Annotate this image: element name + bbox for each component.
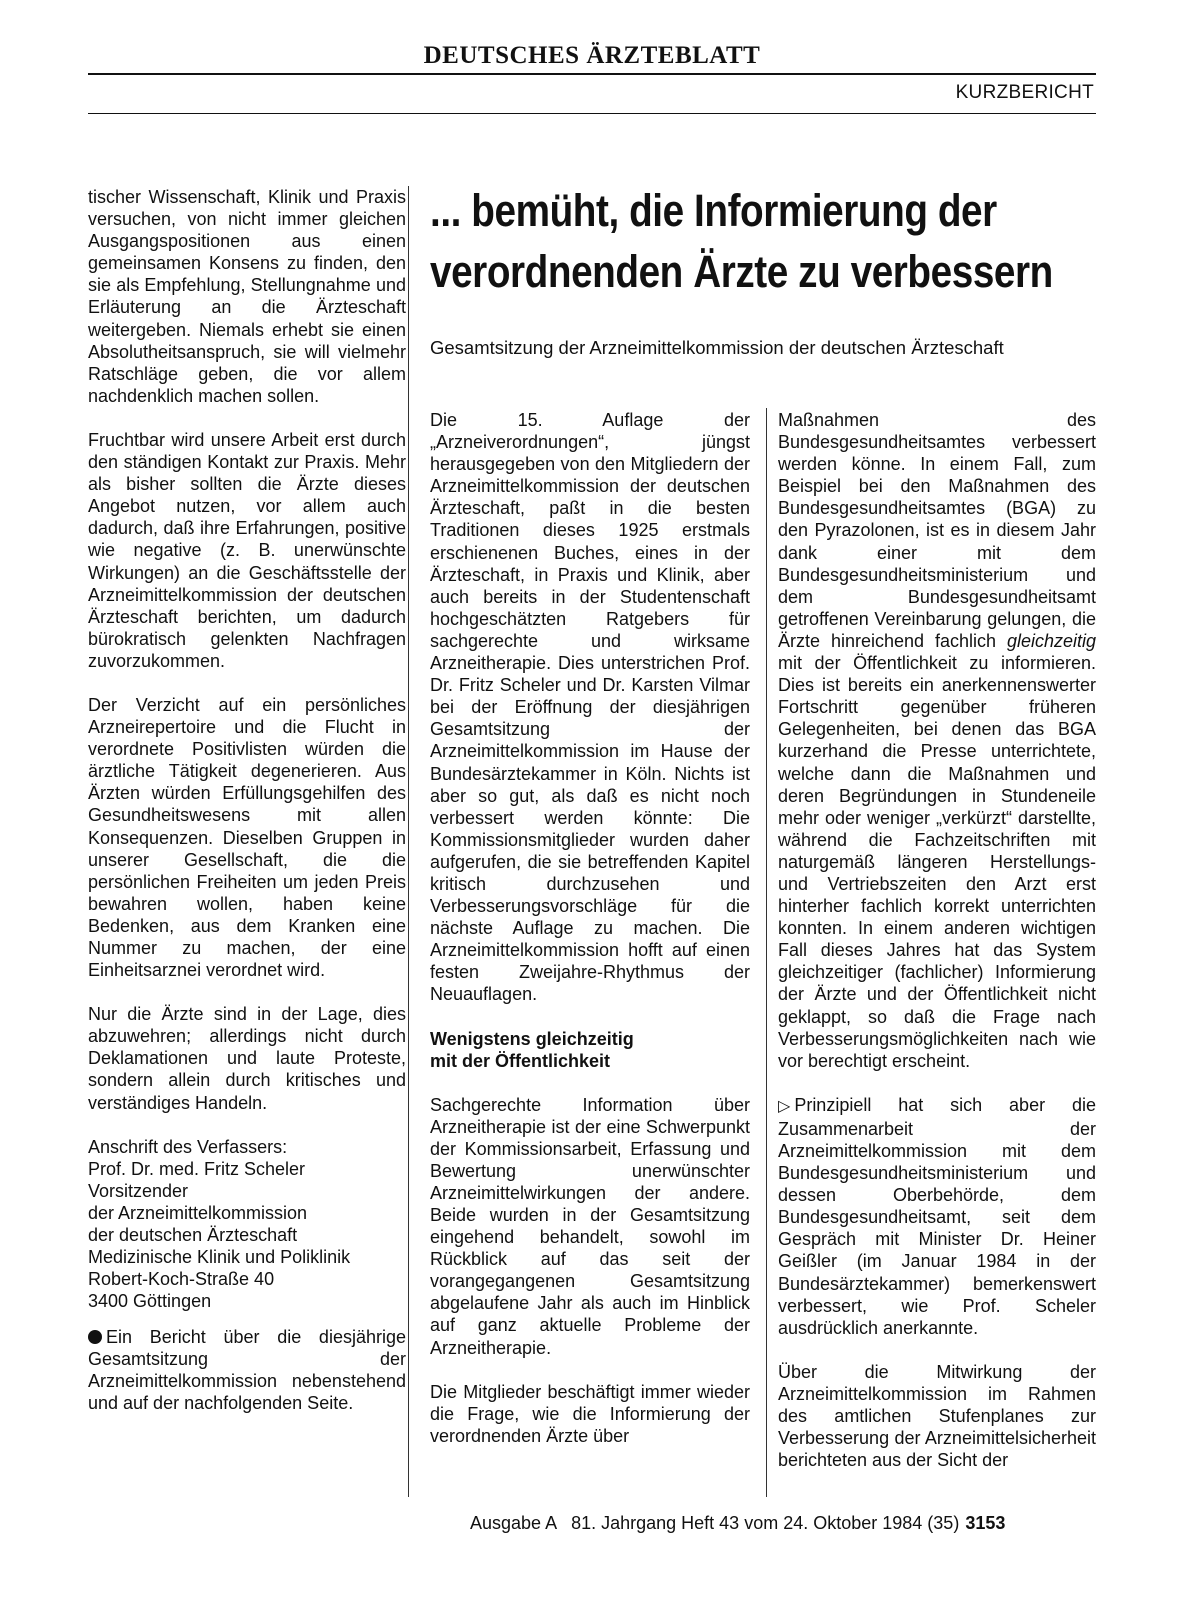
- masthead: DEUTSCHES ÄRZTEBLATT: [423, 42, 761, 69]
- paragraph: Die 15. Auflage der „Arzneiverordnungen“, jüngst herausgegeben von den Mitgliedern der Arzneimittelkommission der deutschen Ärzteschaft, paßt in die besten Traditionen dieses 1925 erstmals erschienenen Buches, eines in der Ärzteschaft, in Praxis und Klinik, aber auch bereits in der Studentenschaft hochgeschätzten Ratgebers für sachgerechte und wirksame Arzneitherapie. Dies unterstrichen Prof. Dr. Fritz Scheler und Dr. Karsten Vilmar bei der Eröffnung der diesjährigen Gesamtsitzung der Arzneimittelkommission im Hause der Bundesärztekammer in Köln. Nichts ist aber so gut, als daß es nicht noch verbessert werden könnte: Die Kommissionsmitglieder wurden daher aufgerufen, die sie betreffenden Kapitel kritisch durchzusehen und Verbesserungsvorschläge für die nächste Auflage zu machen. Die Arzneimittelkommission hofft auf einen festen Zweijahre-Rhythmus der Neuauflagen.: [430, 410, 750, 1005]
- issue-info: 81. Jahrgang Heft 43 vom 24. Oktober 1984 (35): [571, 1513, 960, 1533]
- paragraph: Über die Mitwirkung der Arzneimittelkommission im Rahmen des amtlichen Stufenplanes zur Verbesserung der Arzneimittelsicherheit berichteten aus der Sicht der: [778, 1361, 1096, 1471]
- paragraph: Die Mitglieder beschäftigt immer wieder die Frage, wie die Informierung der verordnenden Ärzte über: [430, 1381, 750, 1446]
- column-divider: [766, 408, 767, 1497]
- column-left: [88, 186, 406, 1436]
- headline: [430, 180, 1101, 302]
- headline-line: verordnenden Ärzte zu verbessern: [430, 246, 1053, 297]
- address-line: der deutschen Ärzteschaft: [88, 1224, 298, 1245]
- page-footer: [470, 1513, 1096, 1534]
- section-rule: [88, 113, 1096, 114]
- paragraph: tischer Wissenschaft, Klinik und Praxis versuchen, von nicht immer gleichen Ausgangspositionen aus einen gemeinsamen Konsens zu finden, den sie als Empfehlung, Stellungnahme und Erläuterung an die Ärzteschaft weitergeben. Niemals erhebt sie einen Absolutheitsanspruch, sie will vielmehr Ratschläge geben, die vor allem nachdenklich machen sollen.: [88, 187, 406, 406]
- bullet-icon: [88, 1330, 102, 1344]
- masthead-rule: [88, 73, 1096, 75]
- address-line: Prof. Dr. med. Fritz Scheler: [88, 1158, 306, 1179]
- paragraph: Nur die Ärzte sind in der Lage, dies abzuwehren; allerdings nicht durch Deklamationen und laute Proteste, sondern allein durch kritisches und verständiges Handeln.: [88, 1004, 406, 1113]
- cross-reference-note: [88, 1326, 406, 1414]
- paragraph: Fruchtbar wird unsere Arbeit erst durch den ständigen Kontakt zur Praxis. Mehr als bisher sollten die Ärzte dieses Angebot nutzen, vor allem auch dadurch, daß ihre Erfahrungen, positive wie negative (z. B. unerwünschte Wirkungen) an die Geschäftsstelle der Arzneimittelkommission der deutschen Ärzteschaft berichten, um dadurch bürokratisch gelenkten Nachfragen zuvorzukommen.: [88, 429, 406, 671]
- triangle-right-icon: ▷: [778, 1097, 791, 1115]
- address-line: Anschrift des Verfassers:: [88, 1136, 288, 1157]
- paragraph: [778, 1094, 1096, 1339]
- paragraph: Sachgerechte Information über Arzneitherapie ist der eine Schwerpunkt der Kommissionsarbeit, Erfassung und Bewertung unerwünschter Arzneimittelwirkungen der andere. Beide wurden in der Gesamtsitzung eingehend behandelt, sowohl im Rückblick auf das seit der vorangegangenen Gesamtsitzung abgelaufene Jahr als auch im Hinblick auf ganz aktuelle Probleme der Arzneitherapie.: [430, 1094, 750, 1358]
- paragraph: [778, 409, 1096, 1072]
- subheading: [430, 1028, 750, 1072]
- address-line: 3400 Göttingen: [88, 1290, 212, 1311]
- subheading-line: Wenigstens gleichzeitig: [430, 1028, 634, 1049]
- section-label: KURZBERICHT: [955, 82, 1094, 103]
- column-divider: [408, 186, 409, 1497]
- paragraph: Der Verzicht auf ein persönliches Arzneirepertoire und die Flucht in verordnete Positivlisten würden die ärztliche Tätigkeit degenerieren. Aus Ärzten würden Erfüllungsgehilfen des Gesundheitswesens mit allen Konsequenzen. Dieselben Gruppen in unserer Gesellschaft, die die persönlichen Freiheiten um jeden Preis bewahren wollen, haben keine Bedenken, aus dem Kranken eine Nummer zu machen, der eine Einheitsarznei verordnet wird.: [88, 694, 406, 981]
- text-run: Maßnahmen des Bundesgesundheitsamtes verbessert werden könne. In einem Fall, zum Beispiel bei den Maßnahmen des Bundesgesundheitsamtes (BGA) zu den Pyrazolonen, ist es in diesem Jahr dank einer mit dem Bundesgesundheitsministerium und dem Bundesgesundheitsamt getroffenen Vereinbarung gelungen, die Ärzte hinreichend fachlich: [778, 410, 1096, 651]
- author-address: [88, 1136, 406, 1312]
- emphasis: gleichzeitig: [1006, 630, 1096, 651]
- subheading-line: mit der Öffentlichkeit: [430, 1050, 611, 1071]
- page-number: 3153: [965, 1513, 1006, 1533]
- column-right: [778, 409, 1096, 1493]
- edition: Ausgabe A: [470, 1513, 558, 1533]
- text-run: Prinzipiell hat sich aber die Zusammenarbeit der Arzneimittelkommission mit dem Bundesgesundheitsministerium und dessen Oberbehörde, dem Bundesgesundheitsamt, seit dem Gespräch mit Minister Dr. Heiner Geißler (im Januar 1984 in der Bundesärztekammer) bemerkenswert verbessert, wie Prof. Scheler ausdrücklich anerkannte.: [778, 1094, 1096, 1338]
- headline-line: ... bemüht, die Informierung der: [430, 185, 997, 236]
- address-line: Medizinische Klinik und Poliklinik: [88, 1246, 351, 1267]
- note-text: Ein Bericht über die diesjährige Gesamtsitzung der Arzneimittelkommission nebenstehend und auf der nachfolgenden Seite.: [88, 1326, 406, 1413]
- address-line: der Arzneimittelkommission: [88, 1202, 308, 1223]
- column-middle: [430, 409, 750, 1469]
- address-line: Vorsitzender: [88, 1180, 189, 1201]
- text-run: mit der Öffentlichkeit zu informieren. Dies ist bereits ein anerkennenswerter Fortschritt gegenüber früheren Gelegenheiten, bei denen das BGA kurzerhand die Presse unterrichtete, welche dann die Maßnahmen und deren Begründungen in Stundeneile mehr oder weniger „verkürzt“ darstellte, während die Fachzeitschriften mit naturgemäß längeren Herstellungs- und Vertriebszeiten den Arzt erst hinterher fachlich korrekt unterrichten konnten. In einem anderen wichtigen Fall dieses Jahres hat das System gleichzeitiger (fachlicher) Informierung der Ärzte und der Öffentlichkeit nicht geklappt, so daß die Frage nach Verbesserungsmöglichkeiten nach wie vor berechtigt erscheint.: [778, 653, 1096, 1071]
- subtitle: Gesamtsitzung der Arzneimittelkommission der deutschen Ärzteschaft: [430, 337, 1004, 358]
- address-line: Robert-Koch-Straße 40: [88, 1268, 275, 1289]
